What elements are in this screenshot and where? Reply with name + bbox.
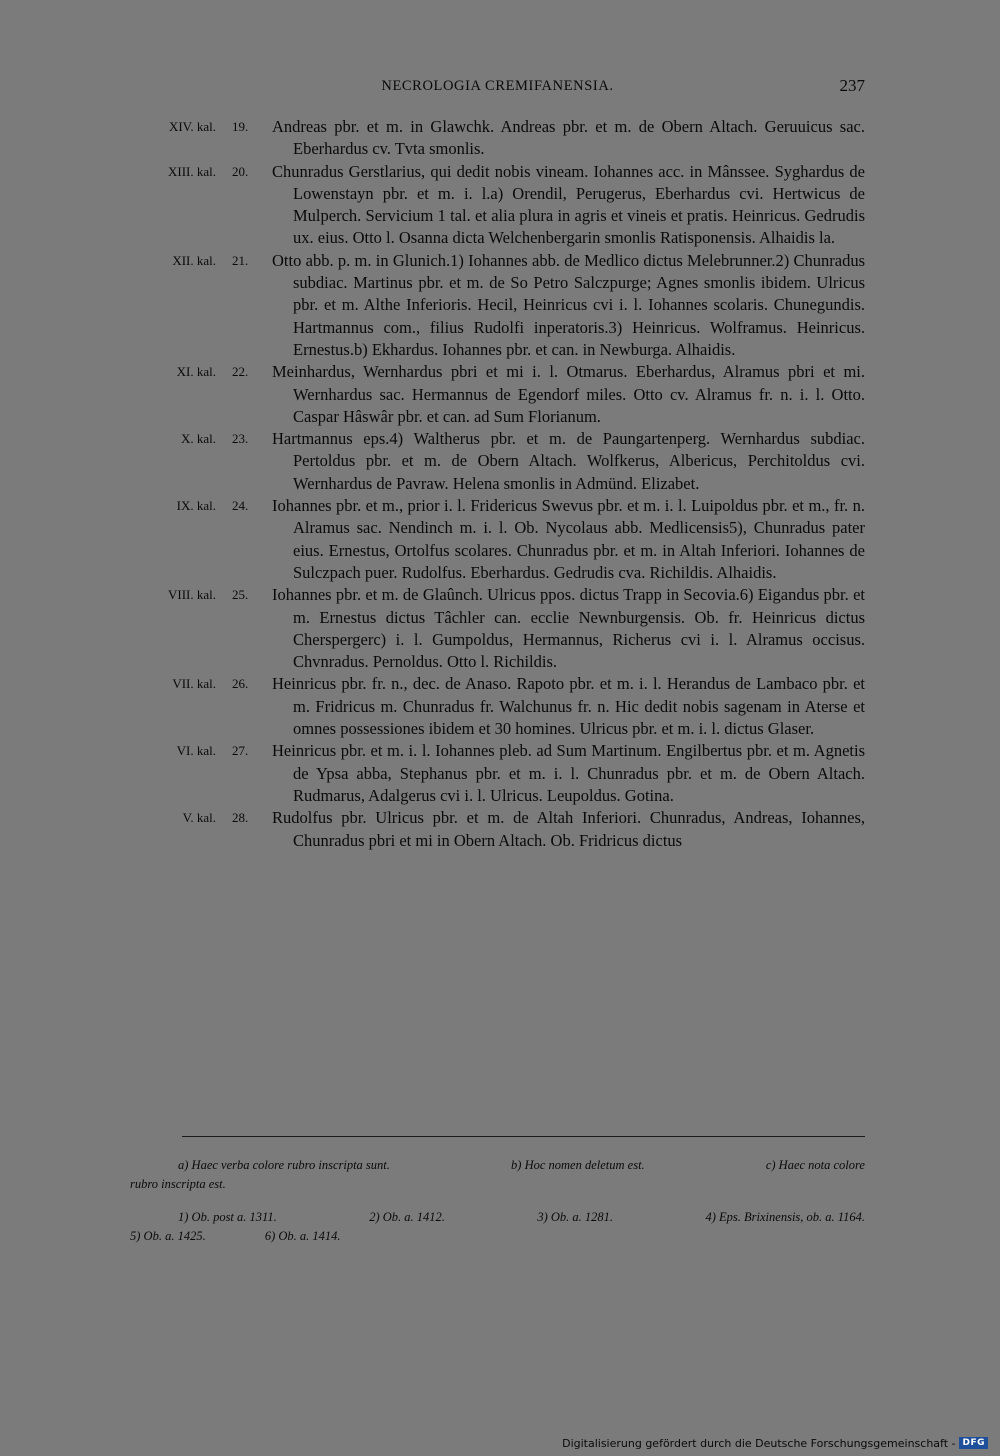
entry-text: Iohannes pbr. et m., prior i. l. Fridericus Swevus pbr. et m. i. l. Luipoldus pbr. et m., fr. n. Alramus sac. Nendinch m. i. l. Ob. Nycolaus abb. Medlicensis5), Chunradus pater eius. Ernestus, Ortolfus scolares. Chunradus pbr. et m. in Altah Inferiori. Iohannes de Sulczpach puer. Rudolfus. Eberhardus. Gedrudis cva. Richildis. Alhaidis. (272, 496, 865, 582)
entry-21 (130, 250, 865, 361)
footnote-3: 3) Ob. a. 1281. (537, 1210, 614, 1224)
entry-text: Iohannes pbr. et m. de Glaûnch. Ulricus ppos. dictus Trapp in Secovia.6) Eigandus pbr. et m. Ernestus dictus Tâchler can. ecclie Newnburgensis. Ob. fr. Heinricus dictus Cherspergerc) i. l. Gumpoldus, Hermannus, Richerus cvi i. l. Alramus occisus. Chvnradus. Pernoldus. Otto l. Richildis. (272, 585, 865, 672)
running-head (130, 76, 865, 100)
digitization-credit (562, 1435, 988, 1451)
entry-text: Andreas pbr. et m. in Glawchk. Andreas pbr. et m. de Obern Altach. Geruuicus sac. Eberhardus cv. Tvta smonlis. (272, 117, 865, 159)
dfg-logo: DFG (959, 1437, 988, 1449)
entry-date: VIII. kal. (167, 587, 216, 603)
entry-day: 26. (232, 676, 249, 692)
entry-date: XI. kal. (176, 364, 216, 380)
entry-24 (130, 495, 865, 584)
entry-28 (130, 807, 865, 852)
entry-text: Hartmannus eps.4) Waltherus pbr. et m. de Paungartenperg. Wernhardus subdiac. Pertoldus pbr. et m. de Obern Altach. Wolfkerus, Albericus, Perchitoldus cvi. Wernhardus de Pavraw. Helena smonlis in Admünd. Elizabet. (272, 429, 865, 493)
entry-day: 24. (232, 498, 249, 514)
entry-20 (130, 161, 865, 250)
entry-day: 22. (232, 364, 249, 380)
entry-22 (130, 361, 865, 428)
entry-text: Otto abb. p. m. in Glunich.1) Iohannes abb. de Medlico dictus Melebrunner.2) Chunradus subdiac. Martinus pbr. et m. de So Petro Salczpurge; Agnes smonlis ibidem. Ulricus pbr. et m. Althe Inferioris. Hecil, Heinricus cvi i. l. Iohannes scolaris. Chunegundis. Hartmannus com., filius Rudolfi inperatoris.3) Heinricus. Wolframus. Heinricus. Ernestus.b) Ekhardus. Iohannes pbr. et can. in Newburga. Alhaidis. (272, 250, 865, 359)
entry-text: Meinhardus, Wernhardus pbri et mi i. l. Otmarus. Eberhardus, Alramus pbri et mi. Wernhardus sac. Hermannus de Egendorf miles. Otto cv. Alramus fr. n. i. l. Otto. Caspar Hâswâr pbr. et can. ad Sum Florianum. (272, 362, 865, 426)
credit-text: Digitalisierung gefördert durch die Deutsche Forschungsgemeinschaft - (562, 1436, 956, 1450)
entry-text: Chunradus Gerstlarius, qui dedit nobis vineam. Iohannes acc. in Mânssee. Syghardus de Lowenstayn pbr. et m. i. l.a) Orendil, Perugerus, Eberhardus cvi. Hertwicus de Mulperch. Servicium 1 tal. et alia plura in agris et vineis et pratis. Heinricus. Gedrudis ux. eius. Otto l. Osanna dicta Welchenbergarin smonlis Ratisponensis. Alhaidis la. (272, 161, 865, 248)
entry-date: XIII. kal. (167, 163, 216, 179)
entry-25 (130, 584, 865, 673)
entry-date: XIV. kal. (168, 119, 216, 134)
entry-date: X. kal. (180, 431, 216, 447)
entry-date: VII. kal. (172, 676, 216, 692)
entry-day: 20. (232, 163, 249, 179)
entry-day: 19. (232, 119, 249, 134)
entry-date: XII. kal. (172, 252, 216, 268)
entry-day: 28. (232, 810, 249, 826)
number-footnotes-row-2 (130, 1227, 865, 1246)
footnote-4: 4) Eps. Brixinensis, ob. a. 1164. (705, 1210, 865, 1224)
footnote-1: 1) Ob. post a. 1311. (178, 1210, 277, 1224)
page-number: 237 (839, 76, 865, 95)
footnote-a: a) Haec verba colore rubro inscripta sunt. (178, 1158, 390, 1172)
entry-day: 27. (232, 743, 249, 759)
entry-date: IX. kal. (176, 498, 216, 514)
footnote-c-continued: rubro inscripta est. (130, 1177, 226, 1191)
footnote-6: 6) Ob. a. 1414. (264, 1229, 341, 1243)
entry-26 (130, 673, 865, 740)
entry-day: 25. (232, 587, 249, 603)
entry-text: Heinricus pbr. et m. i. l. Iohannes pleb. ad Sum Martinum. Engilbertus pbr. et m. Agnetis de Ypsa abba, Stephanus pbr. et m. i. l. Chunradus pbr. et m. de Obern Altach. Rudmarus, Adalgerus cvi i. l. Ulricus. Leupoldus. Gotina. (272, 741, 865, 805)
letter-footnotes (130, 1156, 865, 1175)
footnote-spacer (130, 1194, 865, 1208)
entry-19 (130, 116, 865, 161)
footnote-2: 2) Ob. a. 1412. (369, 1210, 445, 1224)
footnote-rule (182, 1136, 865, 1137)
footnotes (130, 1156, 865, 1246)
entry-text: Rudolfus pbr. Ulricus pbr. et m. de Altah Inferiori. Chunradus, Andreas, Iohannes, Chunradus pbri et mi in Obern Altach. Ob. Fridricus dictus (272, 808, 865, 850)
entry-date: VI. kal. (176, 743, 216, 759)
footnote-5: 5) Ob. a. 1425. (130, 1229, 206, 1243)
entry-day: 23. (232, 431, 249, 447)
running-title: NECROLOGIA CREMIFANENSIA. (381, 78, 614, 94)
footnote-b: b) Hoc nomen deletum est. (511, 1158, 645, 1172)
entry-27 (130, 740, 865, 807)
entry-text: Heinricus pbr. fr. n., dec. de Anaso. Rapoto pbr. et m. i. l. Herandus de Lambaco pbr. et m. Fridricus m. Chunradus fr. Walchunus fr. n. Hic dedit nobis sagenam in Aterse et omnes possessiones ibidem et 30 homines. Ulricus pbr. et m. i. l. dictus Glaser. (272, 674, 865, 739)
necrology-entries (130, 116, 865, 852)
entry-day: 21. (232, 252, 249, 268)
entry-date: V. kal. (182, 810, 216, 826)
entry-23 (130, 428, 865, 495)
footnote-c: c) Haec nota colore (765, 1158, 865, 1172)
number-footnotes-row-1 (130, 1208, 865, 1227)
